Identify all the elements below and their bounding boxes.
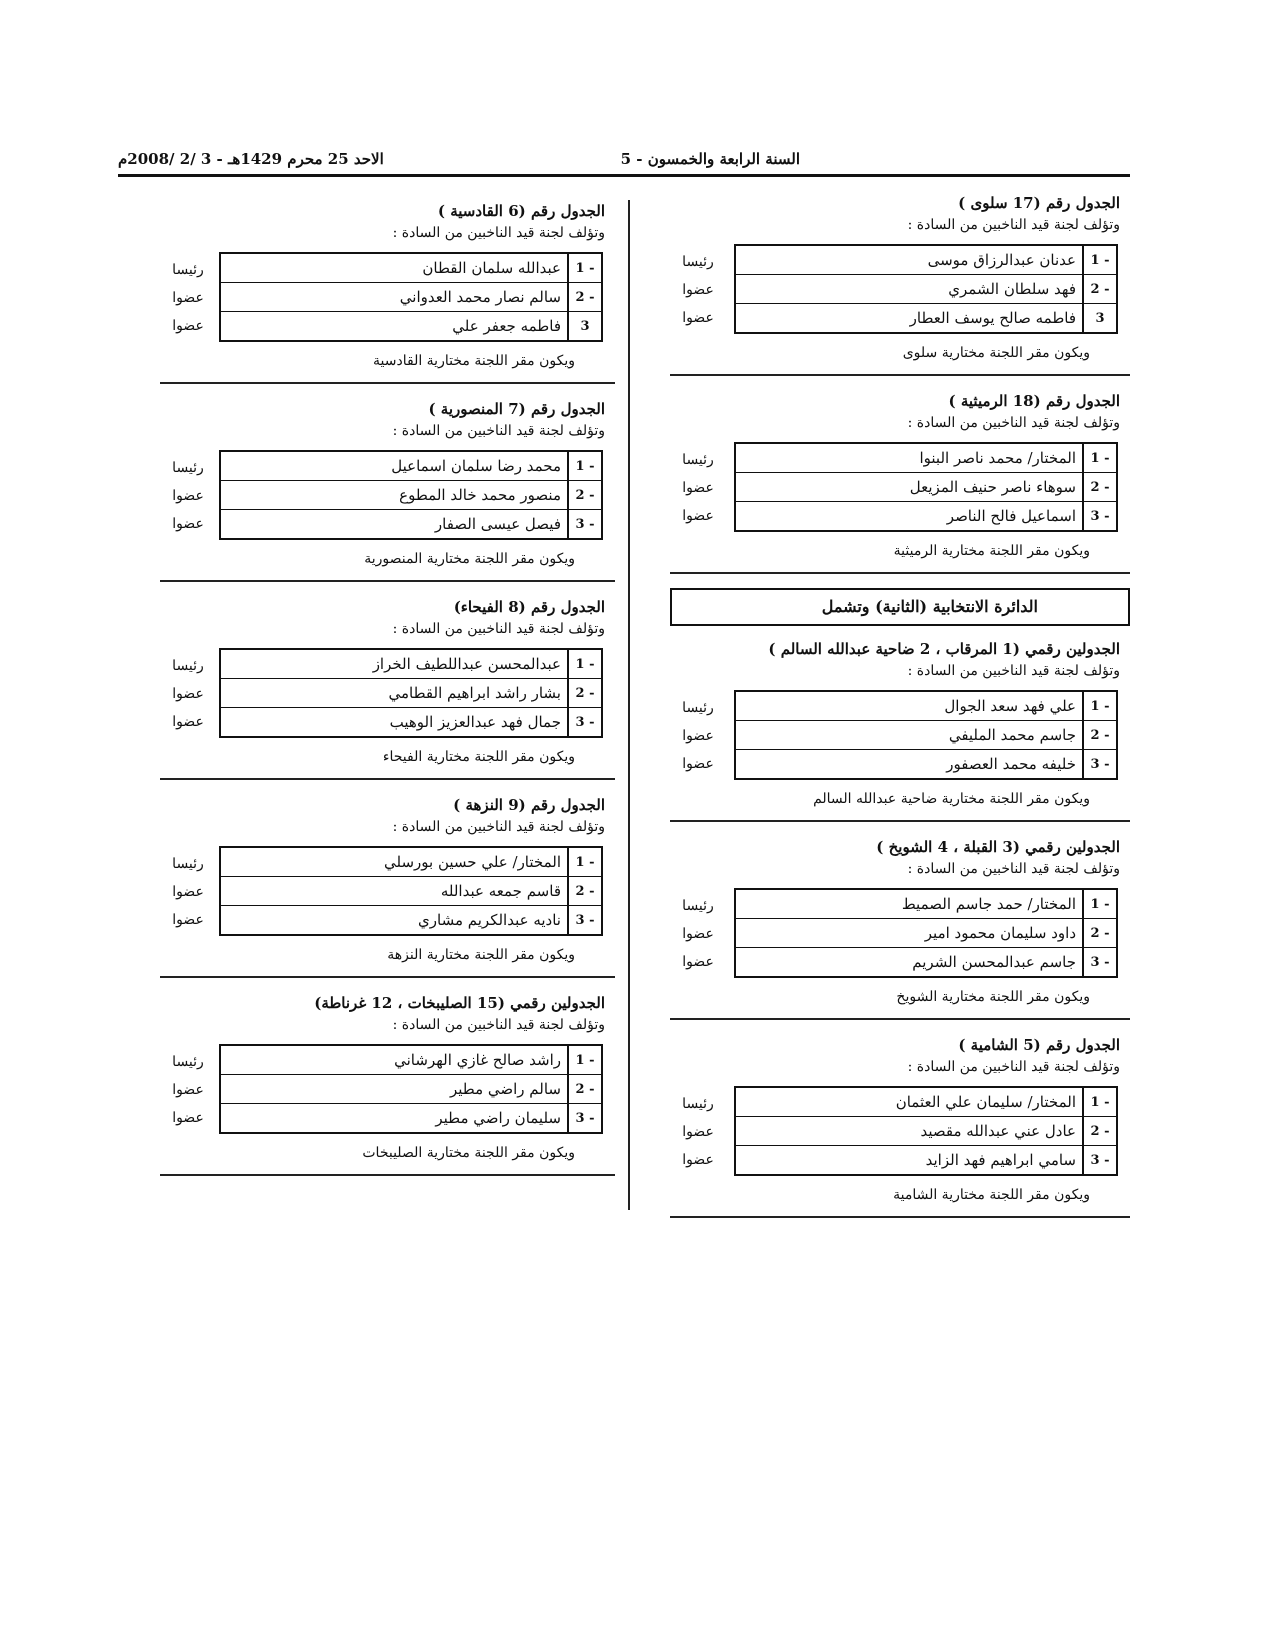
member-name: راشد صالح غازي الهرشاني — [394, 1051, 561, 1069]
section-separator — [670, 1018, 1130, 1020]
committee-seat: ويكون مقر اللجنة مختارية الشويخ — [896, 989, 1090, 1005]
member-number: 1 - — [1082, 246, 1116, 274]
committee-title: الجدول رقم (5 الشامية ) — [958, 1036, 1120, 1054]
committee-seat: ويكون مقر اللجنة مختارية سلوى — [902, 345, 1090, 361]
committee-seat: ويكون مقر اللجنة مختارية ضاحية عبدالله السالم — [813, 791, 1090, 807]
member-number: 3 — [567, 312, 601, 340]
members-table — [219, 252, 603, 342]
header-rule — [118, 174, 1130, 177]
member-number: 3 - — [567, 906, 601, 934]
committee-table-wrap — [670, 244, 1130, 340]
page-header — [118, 150, 1130, 176]
committee-table-wrap — [670, 888, 1130, 984]
member-name: المختار/ سليمان علي العثمان — [895, 1093, 1076, 1111]
section-separator — [670, 820, 1130, 822]
section-separator — [670, 1216, 1130, 1218]
member-name: سالم نصار محمد العدواني — [399, 288, 561, 306]
committee-section — [670, 390, 1130, 574]
role-chair: رئيسا — [682, 254, 714, 270]
member-name: عبدالمحسن عبداللطيف الخراز — [372, 655, 561, 673]
role-member: عضوا — [682, 508, 714, 524]
role-chair: رئيسا — [172, 856, 204, 872]
role-member: عضوا — [682, 1152, 714, 1168]
committee-title: الجدول رقم (8 الفيحاء) — [453, 598, 605, 616]
member-name: فهد سلطان الشمري — [948, 280, 1076, 298]
member-number: 3 - — [1082, 948, 1116, 976]
members-table — [219, 450, 603, 540]
member-row — [221, 481, 601, 510]
role-chair: رئيسا — [682, 898, 714, 914]
member-roles — [670, 1090, 726, 1174]
member-row — [736, 502, 1116, 530]
member-number: 2 - — [567, 877, 601, 905]
member-row — [221, 1075, 601, 1104]
member-row — [736, 692, 1116, 721]
member-roles — [160, 256, 216, 340]
header-issue: السنة الرابعة والخمسون - 5 — [620, 150, 800, 168]
member-number: 2 - — [1082, 275, 1116, 303]
members-table — [219, 1044, 603, 1134]
member-row — [736, 1117, 1116, 1146]
committee-seat: ويكون مقر اللجنة مختارية الرميثية — [893, 543, 1090, 559]
committee-seat: ويكون مقر اللجنة مختارية النزهة — [387, 947, 575, 963]
role-member: عضوا — [682, 310, 714, 326]
committee-section — [670, 638, 1130, 822]
role-member: عضوا — [172, 686, 204, 702]
member-number: 2 - — [567, 679, 601, 707]
committee-section — [670, 192, 1130, 376]
committee-section — [160, 398, 615, 582]
role-member: عضوا — [172, 488, 204, 504]
role-member: عضوا — [682, 480, 714, 496]
member-name: فاطمه جعفر علي — [452, 317, 561, 335]
committee-section — [160, 200, 615, 384]
section-separator — [160, 382, 615, 384]
member-name: ناديه عبدالكريم مشاري — [418, 911, 561, 929]
role-chair: رئيسا — [172, 460, 204, 476]
member-row — [736, 890, 1116, 919]
members-table — [734, 690, 1118, 780]
committee-title: الجدولين رقمي (3 القبلة ، 4 الشويخ ) — [876, 838, 1120, 856]
committee-intro: وتؤلف لجنة قيد الناخبين من السادة : — [907, 217, 1120, 233]
committee-table-wrap — [160, 1044, 615, 1140]
member-row — [736, 1146, 1116, 1174]
committee-section — [160, 794, 615, 978]
member-name: المختار/ محمد ناصر البنوا — [919, 449, 1076, 467]
member-roles — [160, 850, 216, 934]
committee-title: الجدول رقم (9 النزهة ) — [453, 796, 605, 814]
committee-title: الجدولين رقمي (1 المرقاب ، 2 ضاحية عبدالله السالم ) — [768, 640, 1120, 658]
member-number: 1 - — [567, 254, 601, 282]
committee-title: الجدول رقم (7 المنصورية ) — [428, 400, 605, 418]
role-member: عضوا — [172, 912, 204, 928]
member-number: 2 - — [1082, 1117, 1116, 1145]
role-member: عضوا — [172, 290, 204, 306]
members-table — [219, 846, 603, 936]
members-table — [734, 244, 1118, 334]
member-row — [221, 254, 601, 283]
role-chair: رئيسا — [172, 658, 204, 674]
member-row — [221, 877, 601, 906]
member-row — [736, 1088, 1116, 1117]
member-name: سليمان راضي مطير — [435, 1109, 561, 1127]
committee-section — [160, 992, 615, 1176]
member-row — [221, 848, 601, 877]
member-number: 2 - — [567, 481, 601, 509]
role-member: عضوا — [172, 1082, 204, 1098]
committee-table-wrap — [670, 690, 1130, 786]
member-row — [221, 650, 601, 679]
member-row — [736, 473, 1116, 502]
member-name: سوهاء ناصر حنيف المزيعل — [909, 478, 1076, 496]
section-separator — [670, 572, 1130, 574]
member-name: بشار راشد ابراهيم القطامي — [388, 684, 561, 702]
member-number: 2 - — [1082, 721, 1116, 749]
member-name: جاسم محمد المليفي — [948, 726, 1076, 744]
member-number: 2 - — [567, 1075, 601, 1103]
member-row — [736, 750, 1116, 778]
column-divider — [628, 200, 630, 1210]
role-member: عضوا — [172, 884, 204, 900]
member-row — [736, 275, 1116, 304]
committee-table-wrap — [160, 450, 615, 546]
role-member: عضوا — [682, 1124, 714, 1140]
header-date: الاحد 25 محرم 1429هـ - 3 /2 /2008م — [118, 150, 384, 168]
committee-title: الجدول رقم (6 القادسية ) — [437, 202, 605, 220]
member-number: 1 - — [1082, 1088, 1116, 1116]
member-name: فاطمه صالح يوسف العطار — [909, 309, 1076, 327]
member-row — [221, 312, 601, 340]
member-name: سالم راضي مطير — [449, 1080, 561, 1098]
committee-table-wrap — [670, 1086, 1130, 1182]
member-row — [736, 246, 1116, 275]
member-name: جاسم عبدالمحسن الشريم — [912, 953, 1076, 971]
role-chair: رئيسا — [682, 1096, 714, 1112]
member-row — [221, 1104, 601, 1132]
member-row — [736, 444, 1116, 473]
member-name: محمد رضا سلمان اسماعيل — [391, 457, 561, 475]
member-name: علي فهد سعد الجوال — [944, 697, 1076, 715]
role-member: عضوا — [682, 926, 714, 942]
member-name: عدنان عبدالرزاق موسى — [927, 251, 1076, 269]
member-number: 1 - — [567, 1046, 601, 1074]
role-member: عضوا — [172, 516, 204, 532]
member-row — [736, 304, 1116, 332]
member-number: 1 - — [567, 848, 601, 876]
member-number: 1 - — [1082, 890, 1116, 918]
committee-seat: ويكون مقر اللجنة مختارية الشامية — [893, 1187, 1090, 1203]
member-name: المختار/ حمد جاسم الصميط — [901, 895, 1076, 913]
section-separator — [160, 580, 615, 582]
member-name: عبدالله سلمان القطان — [422, 259, 561, 277]
member-roles — [670, 892, 726, 976]
role-member: عضوا — [682, 756, 714, 772]
committee-intro: وتؤلف لجنة قيد الناخبين من السادة : — [392, 1017, 605, 1033]
member-name: داود سليمان محمود امير — [924, 924, 1076, 942]
member-name: فيصل عيسى الصفار — [434, 515, 561, 533]
section-separator — [160, 1174, 615, 1176]
members-table — [219, 648, 603, 738]
member-row — [221, 510, 601, 538]
committee-table-wrap — [160, 846, 615, 942]
role-member: عضوا — [682, 282, 714, 298]
role-chair: رئيسا — [172, 262, 204, 278]
member-number: 2 - — [567, 283, 601, 311]
district-heading: الدائرة الانتخابية (الثانية) وتشمل — [670, 588, 1130, 626]
members-table — [734, 1086, 1118, 1176]
member-number: 2 - — [1082, 473, 1116, 501]
member-row — [221, 679, 601, 708]
member-number: 3 - — [1082, 502, 1116, 530]
role-member: عضوا — [172, 714, 204, 730]
committee-title: الجدول رقم (18 الرميثية ) — [948, 392, 1120, 410]
member-number: 3 - — [567, 1104, 601, 1132]
committee-seat: ويكون مقر اللجنة مختارية الفيحاء — [382, 749, 575, 765]
member-number: 3 — [1082, 304, 1116, 332]
committee-section — [160, 596, 615, 780]
member-number: 1 - — [1082, 692, 1116, 720]
committee-intro: وتؤلف لجنة قيد الناخبين من السادة : — [392, 225, 605, 241]
member-name: سامي ابراهيم فهد الزايد — [925, 1151, 1076, 1169]
member-roles — [670, 248, 726, 332]
committee-seat: ويكون مقر اللجنة مختارية المنصورية — [364, 551, 575, 567]
committee-intro: وتؤلف لجنة قيد الناخبين من السادة : — [907, 861, 1120, 877]
member-row — [736, 948, 1116, 976]
member-name: جمال فهد عبدالعزيز الوهيب — [389, 713, 561, 731]
member-number: 3 - — [567, 708, 601, 736]
committee-intro: وتؤلف لجنة قيد الناخبين من السادة : — [392, 423, 605, 439]
committee-table-wrap — [160, 252, 615, 348]
members-table — [734, 442, 1118, 532]
member-number: 1 - — [567, 650, 601, 678]
member-number: 1 - — [1082, 444, 1116, 472]
member-roles — [670, 446, 726, 530]
member-number: 3 - — [567, 510, 601, 538]
role-member: عضوا — [172, 318, 204, 334]
member-row — [221, 1046, 601, 1075]
member-roles — [160, 1048, 216, 1132]
role-chair: رئيسا — [682, 452, 714, 468]
members-table — [734, 888, 1118, 978]
member-roles — [160, 454, 216, 538]
member-row — [736, 919, 1116, 948]
committee-section — [670, 836, 1130, 1020]
member-name: قاسم جمعه عبدالله — [440, 882, 561, 900]
committee-seat: ويكون مقر اللجنة مختارية الصليبخات — [362, 1145, 575, 1161]
role-member: عضوا — [682, 954, 714, 970]
committee-table-wrap — [670, 442, 1130, 538]
committee-title: الجدول رقم (17 سلوى ) — [958, 194, 1120, 212]
member-name: اسماعيل فالح الناصر — [946, 507, 1076, 525]
section-separator — [160, 976, 615, 978]
committee-table-wrap — [160, 648, 615, 744]
member-number: 3 - — [1082, 1146, 1116, 1174]
member-name: عادل عني عبدالله مقصيد — [920, 1122, 1076, 1140]
role-chair: رئيسا — [172, 1054, 204, 1070]
member-name: منصور محمد خالد المطوع — [399, 486, 561, 504]
committee-intro: وتؤلف لجنة قيد الناخبين من السادة : — [907, 415, 1120, 431]
role-chair: رئيسا — [682, 700, 714, 716]
member-row — [736, 721, 1116, 750]
member-name: المختار/ علي حسين بورسلي — [383, 853, 561, 871]
role-member: عضوا — [682, 728, 714, 744]
member-roles — [670, 694, 726, 778]
member-row — [221, 708, 601, 736]
member-name: خليفه محمد العصفور — [946, 755, 1076, 773]
committee-intro: وتؤلف لجنة قيد الناخبين من السادة : — [907, 1059, 1120, 1075]
member-row — [221, 906, 601, 934]
left-column — [160, 200, 615, 1190]
committee-section — [670, 1034, 1130, 1218]
member-row — [221, 283, 601, 312]
right-column — [670, 192, 1130, 1232]
committee-intro: وتؤلف لجنة قيد الناخبين من السادة : — [907, 663, 1120, 679]
section-separator — [670, 374, 1130, 376]
section-separator — [160, 778, 615, 780]
committee-seat: ويكون مقر اللجنة مختارية القادسية — [373, 353, 575, 369]
member-number: 3 - — [1082, 750, 1116, 778]
committee-intro: وتؤلف لجنة قيد الناخبين من السادة : — [392, 621, 605, 637]
role-member: عضوا — [172, 1110, 204, 1126]
member-row — [221, 452, 601, 481]
member-roles — [160, 652, 216, 736]
committee-intro: وتؤلف لجنة قيد الناخبين من السادة : — [392, 819, 605, 835]
member-number: 1 - — [567, 452, 601, 480]
member-number: 2 - — [1082, 919, 1116, 947]
committee-title: الجدولين رقمي (15 الصليبخات ، 12 غرناطة) — [314, 994, 605, 1012]
